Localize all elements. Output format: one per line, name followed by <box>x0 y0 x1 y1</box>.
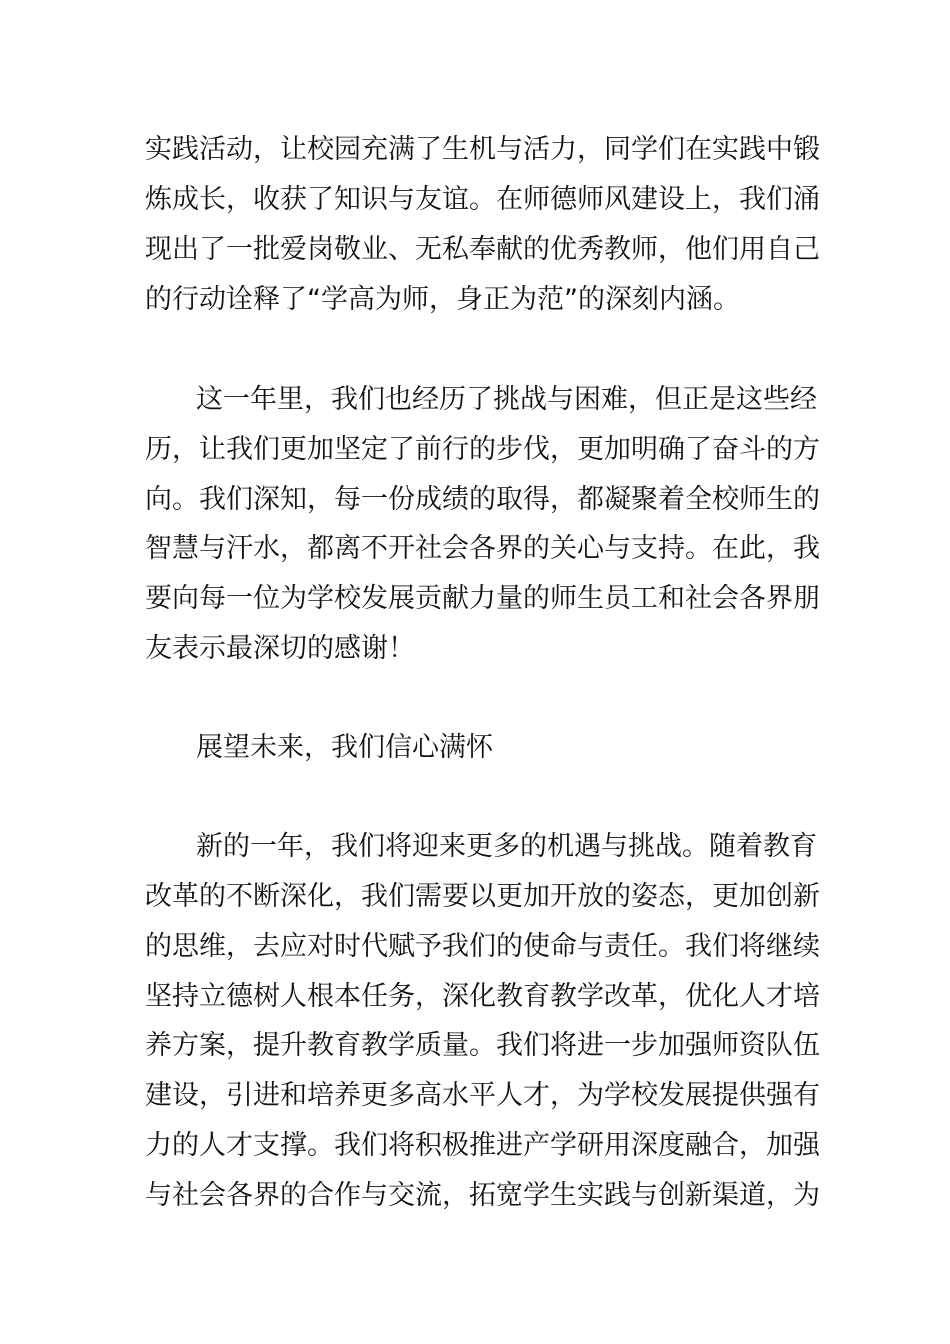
paragraph-line: 历，让我们更加坚定了前行的步伐，更加明确了奋斗的方 <box>145 434 820 465</box>
paragraph-line: 与社会各界的合作与交流，拓宽学生实践与创新渠道，为 <box>145 1180 820 1211</box>
paragraph-line: 这一年里，我们也经历了挑战与困难，但正是这些经 <box>196 384 817 415</box>
paragraph-line: 现出了一批爱岗敬业、无私奉献的优秀教师，他们用自己 <box>145 234 820 265</box>
paragraph-line: 坚持立德树人根本任务，深化教育教学改革，优化人才培 <box>145 981 820 1012</box>
paragraph-line: 力的人才支撑。我们将积极推进产学研用深度融合，加强 <box>145 1130 820 1161</box>
paragraph-line: 要向每一位为学校发展贡献力量的师生员工和社会各界朋 <box>145 583 820 614</box>
paragraph-line: 友表示最深切的感谢！ <box>145 633 415 664</box>
paragraph-line: 养方案，提升教育教学质量。我们将进一步加强师资队伍 <box>145 1030 820 1061</box>
section-heading: 展望未来，我们信心满怀 <box>196 732 493 763</box>
paragraph-line: 的行动诠释了“学高为师，身正为范”的深刻内涵。 <box>145 284 740 315</box>
paragraph-line: 实践活动，让校园充满了生机与活力，同学们在实践中锻 <box>145 134 820 165</box>
paragraph-line: 新的一年，我们将迎来更多的机遇与挑战。随着教育 <box>196 831 817 862</box>
paragraph-line: 建设，引进和培养更多高水平人才，为学校发展提供强有 <box>145 1080 820 1111</box>
paragraph-line: 改革的不断深化，我们需要以更加开放的姿态，更加创新 <box>145 881 820 912</box>
paragraph-line: 向。我们深知，每一份成绩的取得，都凝聚着全校师生的 <box>145 484 820 515</box>
paragraph-line: 炼成长，收获了知识与友谊。在师德师风建设上，我们涌 <box>145 184 820 215</box>
paragraph-line: 的思维，去应对时代赋予我们的使命与责任。我们将继续 <box>145 931 820 962</box>
paragraph-line: 智慧与汗水，都离不开社会各界的关心与支持。在此，我 <box>145 533 820 564</box>
